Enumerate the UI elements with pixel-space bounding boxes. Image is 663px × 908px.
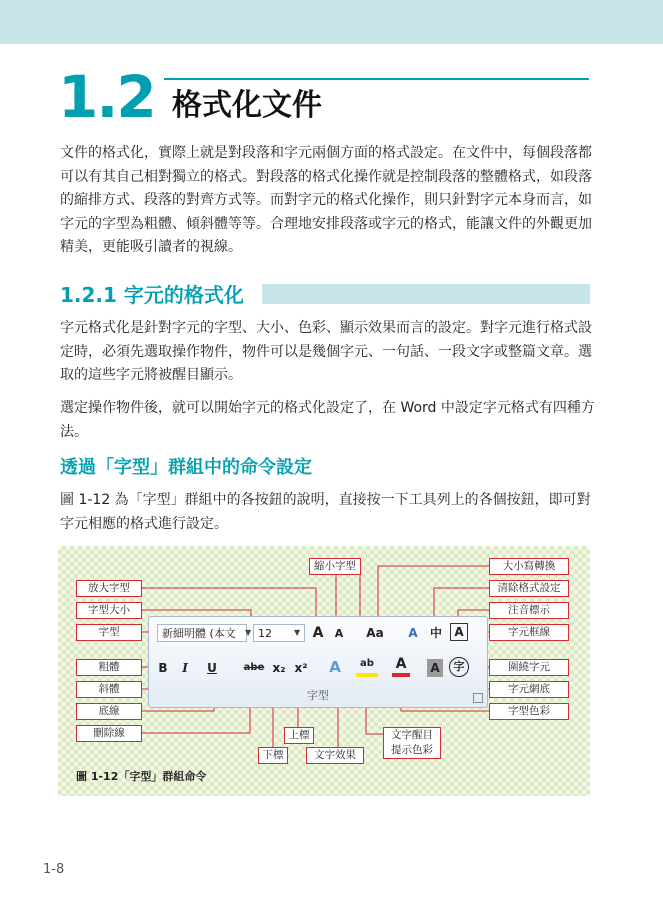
chevron-down-icon: ▼ <box>294 628 301 637</box>
callout-strikethrough: 刪除線 <box>76 725 142 742</box>
subsection-title: 1.2.1 字元的格式化 <box>60 283 244 307</box>
chevron-down-icon: ▼ <box>245 628 252 637</box>
paragraph-intro: 文件的格式化，實際上就是對段落和字元兩個方面的格式設定。在文件中，每個段落都可以有其自己相對獨立的格式。對段落的格式化操作就是控制段落的整體格式，如段落的縮排方式、段落的對齊方式等。而對字元的格式化操作，則只針對字元本身而言，如字元的字型為粗體、傾斜體等等。合理地安排段落或字元的格式，能讓文件的外觀更加精美，更能吸引讀者的視線。 <box>60 145 592 255</box>
text-effect-button[interactable]: A <box>329 658 341 676</box>
underline-button[interactable]: U <box>207 661 217 675</box>
callout-highlight <box>383 727 441 759</box>
callout-char-border: 字元框線 <box>489 624 569 641</box>
strikethrough-button[interactable]: abe <box>243 662 265 673</box>
callout-shrink-font: 縮小字型 <box>309 558 361 575</box>
enclose-char-button[interactable]: 字 <box>449 657 469 677</box>
font-size-dropdown[interactable]: 12 <box>253 624 305 642</box>
font-color-button[interactable]: A <box>392 655 410 677</box>
section-number: 1.2 <box>58 63 155 131</box>
callout-bold: 粗體 <box>76 659 142 676</box>
callout-subscript: 下標 <box>258 747 288 764</box>
callout-font-color: 字型色彩 <box>489 703 569 720</box>
section-title: 格式化文件 <box>172 88 322 123</box>
callout-grow-font: 放大字型 <box>76 580 142 597</box>
clear-format-button[interactable]: A <box>408 626 418 640</box>
figure-caption: 圖 1-12「字型」群組命令 <box>76 770 207 783</box>
section-rule <box>164 78 589 80</box>
shrink-font-button[interactable]: A <box>334 627 344 640</box>
bold-button[interactable]: B <box>158 661 168 675</box>
font-name-dropdown[interactable]: 新細明體 (本文 <box>157 624 247 642</box>
superscript-button[interactable]: x² <box>294 661 308 675</box>
callout-highlight-line1: 文字醒目 <box>391 729 433 741</box>
subscript-button[interactable]: x₂ <box>272 661 286 675</box>
callout-phonetic: 注音標示 <box>489 602 569 619</box>
figure-font-group <box>58 546 590 796</box>
change-case-button[interactable]: Aa <box>366 626 384 640</box>
callout-italic: 斜體 <box>76 681 142 698</box>
header-band <box>0 0 663 44</box>
italic-button[interactable]: I <box>182 661 188 675</box>
heading-font-group: 透過「字型」群組中的命令設定 <box>60 457 312 478</box>
callout-font-size: 字型大小 <box>76 602 142 619</box>
paragraph-methods: 選定操作物件後，就可以開始字元的格式化設定了，在 Word 中設定字元格式有四種方法。 <box>60 400 595 440</box>
callout-enclose-char: 圍繞字元 <box>489 659 569 676</box>
paragraph-figure-ref: 圖 1-12 為「字型」群組中的各按鈕的說明，直接按一下工具列上的各個按鈕，即可對字元相應的格式進行設定。 <box>60 492 591 532</box>
subsection-bar <box>262 284 590 304</box>
group-label: 字型 <box>307 689 329 702</box>
callout-highlight-line2: 提示色彩 <box>391 744 433 756</box>
dialog-launcher-icon[interactable] <box>473 693 483 703</box>
callout-font: 字型 <box>76 624 142 641</box>
char-border-button[interactable]: A <box>450 623 468 641</box>
phonetic-guide-button[interactable]: 中 <box>429 626 442 640</box>
callout-change-case: 大小寫轉換 <box>489 558 569 575</box>
font-group-panel <box>148 616 488 708</box>
page-number: 1-8 <box>43 862 65 877</box>
char-shading-button[interactable]: A <box>427 659 443 677</box>
callout-text-effect: 文字效果 <box>306 747 364 764</box>
paragraph-char-format: 字元格式化是針對字元的字型、大小、色彩、顯示效果而言的設定。對字元進行格式設定時，必須先選取操作物件，物件可以是幾個字元、一句話、一段文字或整篇文章。選取的這些字元將被醒目顯示。 <box>60 320 592 383</box>
highlight-button[interactable]: ab <box>356 655 378 677</box>
grow-font-button[interactable]: A <box>312 625 324 641</box>
callout-underline: 底線 <box>76 703 142 720</box>
callout-clear-format: 清除格式設定 <box>489 580 569 597</box>
callout-char-shading: 字元網底 <box>489 681 569 698</box>
callout-superscript: 上標 <box>284 727 314 744</box>
